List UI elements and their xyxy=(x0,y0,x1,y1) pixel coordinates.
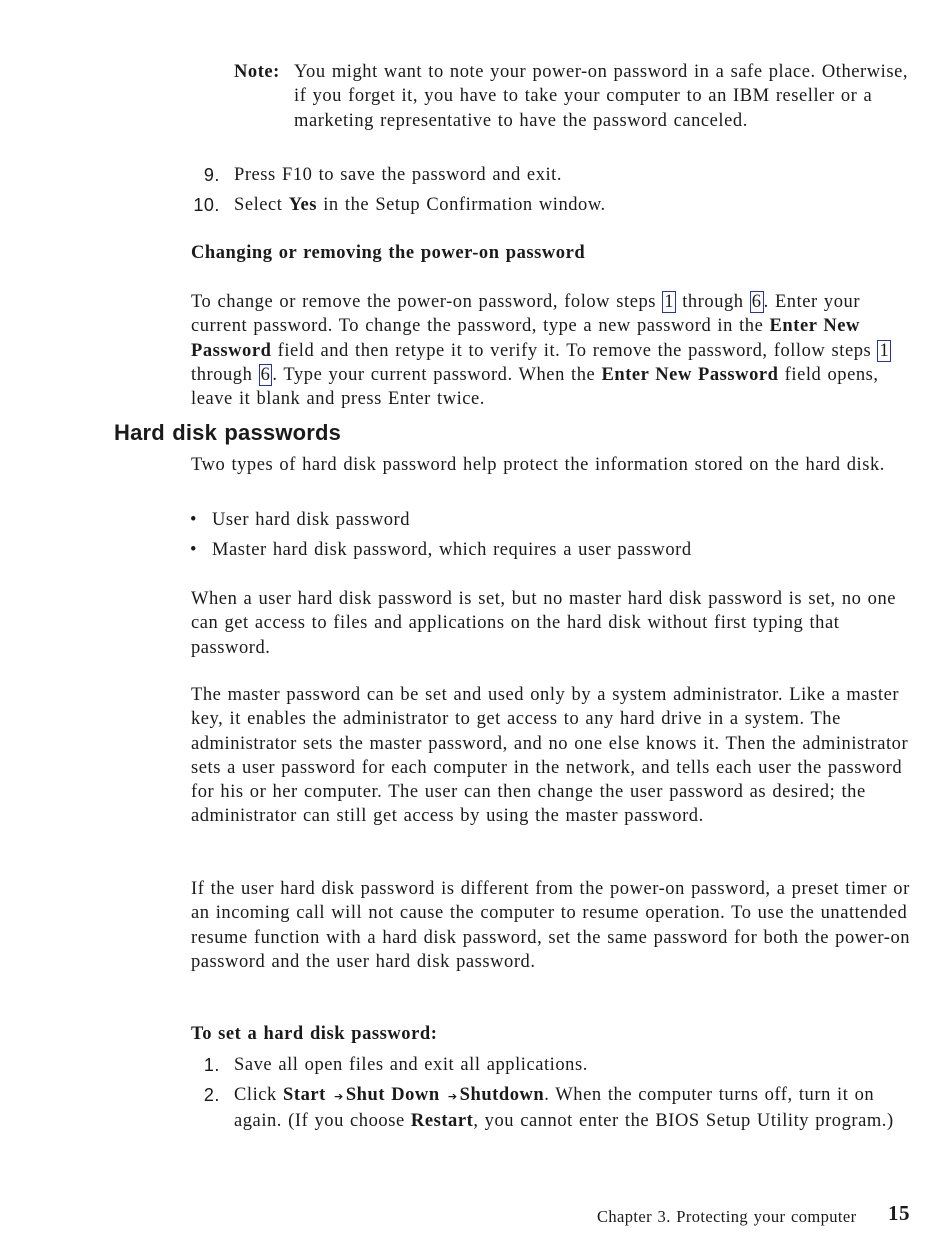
paragraph: If the user hard disk password is different from the power-on password, a preset timer or an incoming call will not cause the computer to resume operation. To use the unattended resume function with a hard disk password, set the same password for both the power-on password and the user hard disk password. xyxy=(191,879,911,972)
note-label: Note: xyxy=(234,62,280,82)
bullet-icon: • xyxy=(190,540,198,560)
step-text: Press F10 to save the password and exit. xyxy=(234,165,563,185)
list-item xyxy=(190,1083,910,1134)
step-link[interactable]: 6 xyxy=(260,364,271,385)
step-text: Save all open files and exit all applications. xyxy=(234,1055,588,1075)
step-number: 10. xyxy=(193,195,220,215)
bullet-icon: • xyxy=(190,510,198,530)
arrow-right-icon: ➔ xyxy=(447,1090,458,1103)
step-text: Click Start ➔ Shut Down ➔ Shutdown. When the computer turns off, turn it on again. (If you choose Restart, you cannot enter the BIOS Setup Utility program.) xyxy=(234,1085,894,1132)
subsection-heading: Changing or removing the power-on password xyxy=(191,243,586,263)
note-block xyxy=(234,60,914,133)
list-item xyxy=(190,163,910,187)
step-number: 2. xyxy=(203,1085,220,1105)
page-footer xyxy=(597,1201,917,1229)
note-text: You might want to note your power-on password in a safe place. Otherwise, if you forget it, you have to take your computer to an IBM reseller or a marketing representative to have the password canceled. xyxy=(294,62,909,131)
step-link[interactable]: 1 xyxy=(664,292,675,312)
list-item xyxy=(190,1053,910,1077)
list-item xyxy=(190,193,910,217)
step-link[interactable]: 6 xyxy=(751,292,762,312)
paragraph: To change or remove the power-on password, folow steps 1 through 6 . Enter your current password. To change the password, type a new password in the Enter New Password field and then retype it to verify it. To remove the password, follow steps 1 through 6 . Type your current password. When the Enter New Password field opens, leave it blank and press Enter twice. xyxy=(191,292,890,410)
step-link[interactable]: 1 xyxy=(879,340,890,361)
page-number: 15 xyxy=(888,1201,911,1225)
list-item: • Master hard disk password, which requires a user password xyxy=(190,538,692,562)
subsection-heading: To set a hard disk password: xyxy=(191,1024,438,1044)
step-number: 1. xyxy=(203,1055,220,1075)
paragraph: The master password can be set and used only by a system administrator. Like a master key, it enables the administrator to get access to any hard drive in a system. The administrator sets the master password, and no one else knows it. Then the administrator sets a user password for each computer in the network, and tells each user the password for his or her computer. The user can then change the user password as desired; the administrator can still get access by using the master password. xyxy=(191,685,909,827)
section-title: Hard disk passwords xyxy=(114,420,342,445)
list-item: • User hard disk password xyxy=(190,508,410,532)
paragraph: When a user hard disk password is set, but no master hard disk password is set, no one can get access to files and applications on the hard disk without first typing that password. xyxy=(191,589,897,658)
arrow-right-icon: ➔ xyxy=(334,1090,344,1103)
step-text: Select Yes in the Setup Confirmation window. xyxy=(234,195,606,215)
step-number: 9. xyxy=(203,165,220,185)
chapter-title: Chapter 3. Protecting your computer xyxy=(597,1207,857,1226)
paragraph: Two types of hard disk password help protect the information stored on the hard disk. xyxy=(191,455,885,475)
